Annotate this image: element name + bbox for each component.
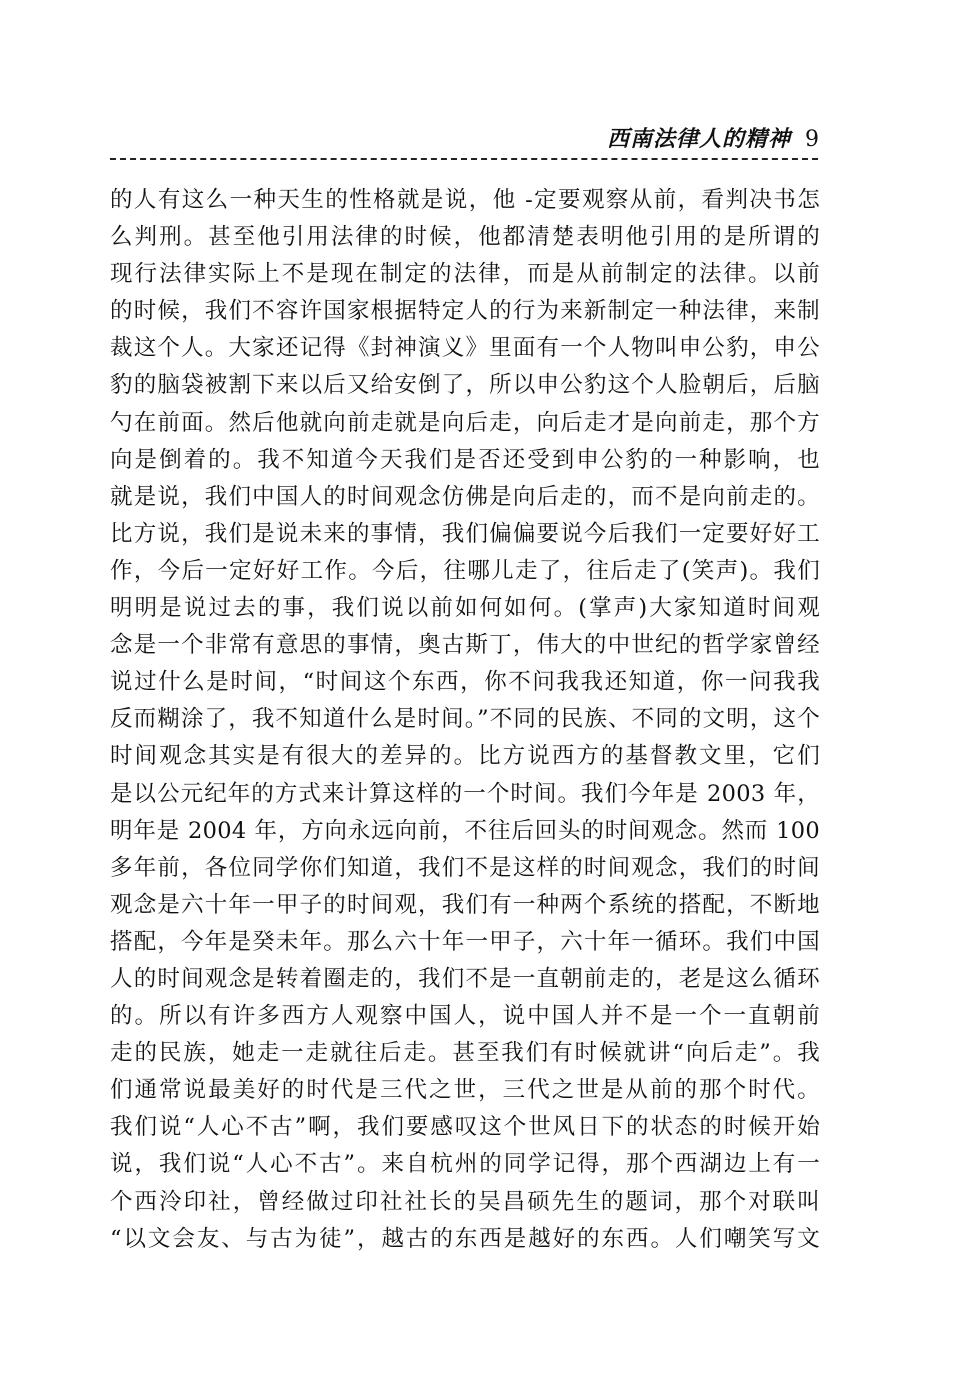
text-line: 现行法律实际上不是现在制定的法律，而是从前制定的法律。以前 <box>110 261 820 288</box>
text-line: 是以公元纪年的方式来计算这样的一个时间。我们今年是 2003 年， <box>110 780 820 807</box>
text-line: 么判刑。甚至他引用法律的时候，他都清楚表明他引用的是所谓的 <box>110 224 820 251</box>
text-line: 反而糊涂了，我不知道什么是时间。”不同的民族、不同的文明，这个 <box>110 706 820 733</box>
text-line: 人的时间观念是转着圈走的，我们不是一直朝前走的，老是这么循环 <box>110 965 820 992</box>
text-line: 说，我们说“人心不古”。来自杭州的同学记得，那个西湖边上有一 <box>110 1151 820 1178</box>
text-line: 念是一个非常有意思的事情，奥古斯丁，伟大的中世纪的哲学家曾经 <box>110 632 820 659</box>
text-line: 明明是说过去的事，我们说以前如何如何。(掌声)大家知道时间观 <box>110 595 820 622</box>
text-line: 裁这个人。大家还记得《封神演义》里面有一个人物叫申公豹，申公 <box>110 335 820 362</box>
text-line: 时间观念其实是有很大的差异的。比方说西方的基督教文里，它们 <box>110 743 820 770</box>
text-line: 豹的脑袋被割下来以后又给安倒了，所以申公豹这个人脸朝后，后脑 <box>110 372 820 399</box>
header-rule <box>110 158 818 160</box>
text-line: 们通常说最美好的时代是三代之世，三代之世是从前的那个时代。 <box>110 1077 820 1104</box>
text-line: 说过什么是时间，“时间这个东西，你不问我我还知道，你一问我我 <box>110 669 820 696</box>
text-line: 比方说，我们是说未来的事情，我们偏偏要说今后我们一定要好好工 <box>110 520 820 547</box>
text-line: 的时候，我们不容许国家根据特定人的行为来新制定一种法律，来制 <box>110 298 820 325</box>
text-line: 勺在前面。然后他就向前走就是向后走，向后走才是向前走，那个方 <box>110 409 820 436</box>
text-line: 就是说，我们中国人的时间观念仿佛是向后走的，而不是向前走的。 <box>110 483 820 510</box>
text-line: 我们说“人心不古”啊，我们要感叹这个世风日下的状态的时候开始 <box>110 1114 820 1141</box>
body-text <box>110 182 820 1258</box>
text-line: 明年是 2004 年，方向永远向前，不往后回头的时间观念。然而 100 <box>110 817 820 844</box>
text-line: 搭配，今年是癸未年。那么六十年一甲子，六十年一循环。我们中国 <box>110 928 820 955</box>
running-head-title: 西南法律人的精神 <box>606 126 791 152</box>
text-line: 走的民族，她走一走就往后走。甚至我们有时候就讲“向后走”。我 <box>110 1040 820 1067</box>
text-line: 作，今后一定好好工作。今后，往哪儿走了，往后走了(笑声)。我们 <box>110 557 820 584</box>
text-line: 的。所以有许多西方人观察中国人，说中国人并不是一个一直朝前 <box>110 1003 820 1030</box>
page-number: 9 <box>805 127 820 152</box>
text-line: 个西泠印社，曾经做过印社社长的吴昌硕先生的题词，那个对联叫 <box>110 1188 820 1215</box>
text-line: 观念是六十年一甲子的时间观，我们有一种两个系统的搭配，不断地 <box>110 891 820 918</box>
text-line: 向是倒着的。我不知道今天我们是否还受到申公豹的一种影响，也 <box>110 446 820 473</box>
text-line: 多年前，各位同学你们知道，我们不是这样的时间观念，我们的时间 <box>110 854 820 881</box>
text-line: 的人有这么一种天生的性格就是说，他 -定要观察从前，看判决书怎 <box>110 187 820 213</box>
running-head <box>607 122 820 153</box>
text-line: “以文会友、与古为徒”，越古的东西是越好的东西。人们嘲笑写文 <box>110 1225 820 1252</box>
